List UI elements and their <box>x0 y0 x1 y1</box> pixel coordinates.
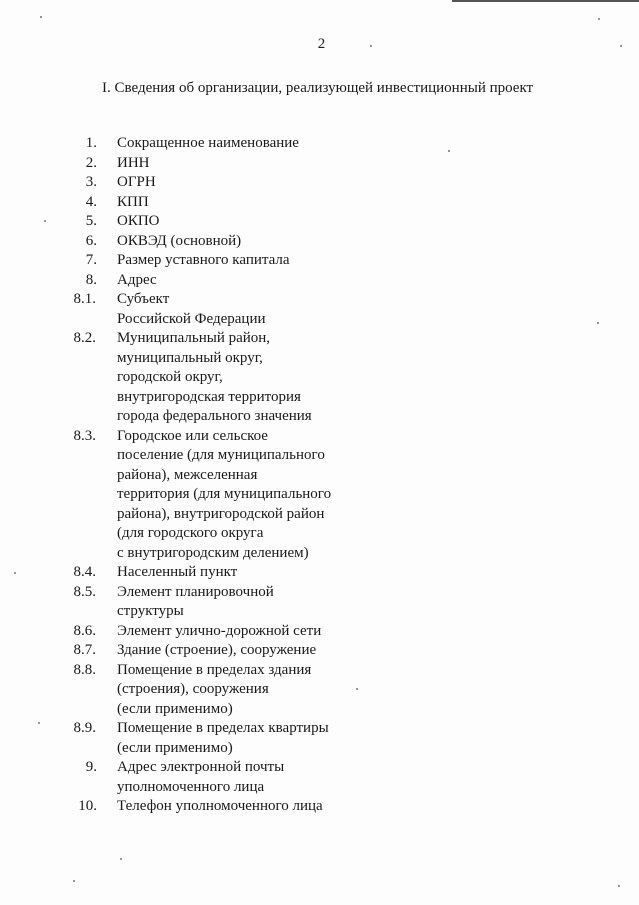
item-text-line: (строения), сооружения <box>117 681 269 697</box>
item-text <box>117 329 537 427</box>
item-text <box>117 193 537 213</box>
list-item <box>0 758 639 797</box>
scan-speck <box>598 18 600 20</box>
item-number: 8.4. <box>73 564 96 580</box>
item-number: 6. <box>85 232 97 249</box>
item-text <box>117 271 537 291</box>
item-number: 9. <box>85 759 97 775</box>
list-item <box>0 329 639 427</box>
list-item <box>0 173 639 193</box>
item-text-line: района), внутригородской район <box>117 505 325 522</box>
page-number: 2 <box>317 36 326 52</box>
list-item <box>0 232 639 252</box>
item-text-line: Адрес <box>117 271 157 288</box>
item-text <box>117 622 537 642</box>
item-number: 8.8. <box>73 661 96 678</box>
item-text-line: (для городского округа <box>117 525 264 541</box>
scan-speck <box>448 150 450 152</box>
list-item <box>0 563 639 583</box>
item-text-line: Телефон уполномоченного лица <box>117 798 323 814</box>
item-text <box>117 290 537 329</box>
item-text-line: ОКПО <box>117 213 160 229</box>
item-text-line: ОГРН <box>117 174 156 190</box>
item-text-line: Элемент планировочной <box>117 583 274 600</box>
item-text <box>117 173 537 193</box>
item-text-line: городской округ, <box>117 369 223 385</box>
item-text-line: Городское или сельское <box>117 427 268 444</box>
item-text <box>117 661 537 720</box>
list-item <box>0 427 639 564</box>
item-text <box>117 154 537 174</box>
list-item <box>0 212 639 232</box>
scan-speck <box>370 45 372 47</box>
item-number: 8. <box>85 271 97 288</box>
item-text <box>117 563 537 583</box>
scan-speck <box>618 885 620 887</box>
list-item <box>0 719 639 758</box>
item-text <box>117 427 537 564</box>
item-text-line: Муниципальный район, <box>117 330 271 346</box>
item-number: 8.7. <box>73 642 96 658</box>
item-number: 8.9. <box>73 720 96 736</box>
list-item <box>0 583 639 622</box>
item-text-line: уполномоченного лица <box>117 778 265 795</box>
item-text-line: (если применимо) <box>117 700 233 717</box>
item-text-line: территория (для муниципального <box>117 486 332 502</box>
item-text-line: (если применимо) <box>117 739 233 756</box>
scan-speck <box>44 220 46 222</box>
item-number: 2. <box>85 154 97 171</box>
list-item <box>0 290 639 329</box>
item-text-line: муниципальный округ, <box>117 349 263 366</box>
item-text <box>117 232 537 252</box>
scan-speck <box>73 880 75 882</box>
item-text-line: Размер уставного капитала <box>117 252 290 268</box>
item-number: 8.2. <box>73 330 96 346</box>
section-title: I. Сведения об организации, реализующей инвестиционный проект <box>102 80 534 96</box>
list-item <box>0 134 639 154</box>
scan-speck <box>597 322 599 324</box>
item-text-line: города федерального значения <box>117 408 312 424</box>
item-number: 3. <box>85 174 97 190</box>
item-text <box>117 134 537 154</box>
item-text-line: Элемент улично-дорожной сети <box>117 622 322 639</box>
item-text-line: Субъект <box>117 291 170 307</box>
item-text <box>117 583 537 622</box>
item-text-line: Помещение в пределах здания <box>117 661 312 678</box>
scan-speck <box>40 16 42 18</box>
item-number: 8.5. <box>73 583 96 600</box>
list-item <box>0 271 639 291</box>
item-text-line: Сокращенное наименование <box>117 135 299 151</box>
list-item <box>0 797 639 817</box>
item-text-line: внутригородская территория <box>117 388 301 405</box>
item-text <box>117 797 537 817</box>
scan-speck <box>356 688 358 690</box>
item-number: 10. <box>78 798 97 814</box>
list-item <box>0 622 639 642</box>
item-number: 5. <box>85 213 97 229</box>
item-text-line: с внутригородским делением) <box>117 544 309 561</box>
item-text-line: Населенный пункт <box>117 564 238 580</box>
item-text <box>117 758 537 797</box>
item-number: 8.1. <box>73 291 96 307</box>
item-text-line: структуры <box>117 603 184 619</box>
item-number: 8.6. <box>73 622 96 639</box>
item-text-line: Помещение в пределах квартиры <box>117 720 329 736</box>
item-text <box>117 641 537 661</box>
scan-speck <box>38 722 40 724</box>
item-text-line: КПП <box>117 193 149 210</box>
item-number: 1. <box>85 135 97 151</box>
item-text-line: Российской Федерации <box>117 310 266 327</box>
item-number: 7. <box>85 252 97 268</box>
list-item <box>0 193 639 213</box>
item-text <box>117 719 537 758</box>
item-text-line: поселение (для муниципального <box>117 447 325 463</box>
item-text <box>117 212 537 232</box>
scan-speck <box>120 858 122 860</box>
scan-speck <box>620 45 622 47</box>
item-text-line: ИНН <box>117 154 150 171</box>
item-text-line: ОКВЭД (основной) <box>117 232 242 249</box>
item-text-line: района), межселенная <box>117 466 258 483</box>
item-text <box>117 251 537 271</box>
list-item <box>0 661 639 720</box>
item-number: 8.3. <box>73 427 96 444</box>
item-number: 4. <box>85 193 97 210</box>
list-item <box>0 251 639 271</box>
item-text-line: Здание (строение), сооружение <box>117 642 317 658</box>
list-item <box>0 154 639 174</box>
header-rule <box>452 0 639 2</box>
requisites-list <box>0 134 639 817</box>
item-text-line: Адрес электронной почты <box>117 759 285 775</box>
list-item <box>0 641 639 661</box>
scan-speck <box>14 572 16 574</box>
